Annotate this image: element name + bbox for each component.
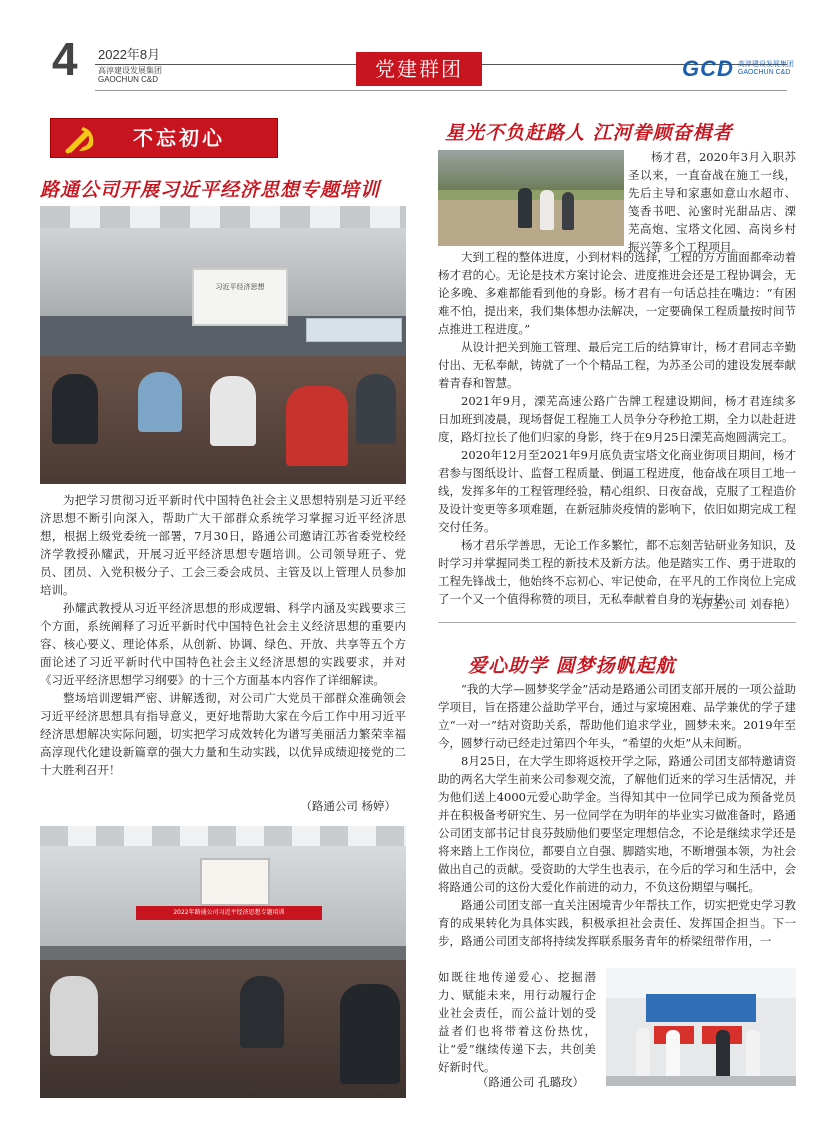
article1-title: 路通公司开展习近平经济思想专题培训 bbox=[40, 179, 381, 201]
article3-body bbox=[438, 680, 796, 950]
article2-paragraph: 2021年9月，溧芜高速公路广告牌工程建设期间，杨才君连续多日加班到凌晨，现场督促工程施工人员争分夺秒抢工期，全力以赴赶进度，路灯拉长了他们归家的身影，终于在9月25日溧芜高炮圆满完工。 bbox=[438, 394, 796, 444]
article1-paragraph: 整场培训逻辑严密、讲解透彻，对公司广大党员干部群众准确领会习近平经济思想具有指导意义，更好地帮助大家在今后工作中用习近平经济思想解决实际问题，切实把学习成效转化为谱写美丽活力繁荣幸福高淳现代化建设新篇章的强大力量和生动实践，以优异成绩迎接党的二十大胜利召开！ bbox=[40, 691, 406, 777]
article3-paragraph: 路通公司团支部一直关注困境青少年帮扶工作，切实把党史学习教育的成果转化为具体实践，积极承担社会责任、发挥国企担当。下一步，路通公司团支部将持续发挥联系服务青年的桥梁纽带作用，一 bbox=[438, 898, 796, 948]
article2-paragraph: 杨才君乐学善思，无论工作多繁忙，都不忘刻苦钻研业务知识，及时学习并掌握同类工程的新技术及新方法。他是踏实工作、勇于进取的工程先锋战士，他始终不忘初心、牢记使命，在平凡的工作岗位上完成了一个又一个值得称赞的项目，无私奉献着自身的光与热。 bbox=[438, 538, 796, 606]
article1-signature: （路通公司 杨婷） bbox=[300, 799, 396, 813]
screen-title: 习近平经济思想 bbox=[215, 283, 265, 291]
article3-paragraph: “我的大学—圆梦奖学金”活动是路通公司团支部开展的一项公益助学项目，旨在搭建公益助学平台，通过与家境困难、品学兼优的学子建立“一对一”结对资助关系，帮助他们追求学业，圆梦未来。2019年至今，圆梦行动已经走过第四个年头，“希望的火炬”从未间断。 bbox=[438, 682, 796, 750]
article3-signature: （路通公司 孔璐玫） bbox=[476, 1075, 584, 1089]
projection-screen bbox=[192, 268, 288, 326]
page-number: 4 bbox=[52, 33, 78, 85]
publisher-en: GAOCHUN C&D bbox=[98, 75, 159, 84]
section-title: 党建群团 bbox=[356, 52, 482, 86]
event-banner: 2022年路通公司习近平经济思想专题培训 bbox=[136, 906, 322, 920]
article2-signature: （苏圣公司 刘春艳） bbox=[688, 597, 796, 611]
divider bbox=[438, 622, 796, 623]
issue-date: 2022年8月 bbox=[98, 47, 161, 62]
article2-body bbox=[438, 248, 796, 608]
logo-cn: 高淳建设发展集团 bbox=[737, 61, 794, 68]
article2-paragraph: 2020年12月至2021年9月底负责宝塔文化商业街项目期间，杨才君参与图纸设计、监督工程质量、倒逼工程进度，他奋战在项目工地一线，发挥多年的工程管理经验，精心组织、日夜奋战，克服了工程造价及设计变更等多项难题，在新冠肺炎疫情的影响下，依旧如期完成工程交付任务。 bbox=[438, 448, 796, 534]
header-rule-bottom bbox=[95, 90, 787, 91]
article2-paragraph: 大到工程的整体进度，小到材料的选择，工程的方方面面都牵动着杨才君的心。无论是技术方案讨论会、进度推进会还是工程协调会，无论多晚、多难都能看到他的身影。杨才君有一句话总挂在嘴边：“有困难不怕，提出来，我们集体想办法解决，一定要确保工程质量按时间节点推进工程进度。” bbox=[438, 250, 796, 336]
article2-intro: 杨才君，2020年3月入职苏圣以来，一直奋战在施工一线，先后主导和家惠如意山水超市、笺香书吧、沁蜜时光甜品店、溧芜高炮、宝塔文化园、高岗乡村振兴等多个工程项目。 bbox=[628, 150, 796, 254]
article3-title: 爱心助学 圆梦扬帆起航 bbox=[468, 655, 676, 677]
publisher-cn: 高淳建设发展集团 bbox=[98, 66, 162, 75]
article2-paragraph: 从设计把关到施工管理、最后完工后的结算审计，杨才君同志辛勤付出、无私奉献，铸就了一个个精品工程，为苏圣公司的建设发展奉献着青春和智慧。 bbox=[438, 340, 796, 390]
article3-paragraph: 8月25日，在大学生即将返校开学之际，路通公司团支部特邀请资助的两名大学生前来公司参观交流，了解他们近来的学习生活情况，并为他们送上4000元爱心助学金。当得知其中一位同学已成为预备党员并在积极备考研究生、另一位同学在为明年的毕业实习做准备时，路通公司团支部书记甘良芬鼓励他们要坚定理想信念，不论是继续求学还是将来踏上工作岗位，都要自立自强、脚踏实地，不断增强本领，为社会做出自己的贡献。受资助的大学生也表示，在今后的学习和生活中，会将路通公司的这份大爱化作前进的动力，不负这份期望与嘱托。 bbox=[438, 754, 796, 894]
article2-title: 星光不负赶路人 江河眷顾奋楫者 bbox=[445, 122, 733, 144]
donation-photo bbox=[606, 968, 796, 1086]
article1-paragraph: 孙耀武教授从习近平经济思想的形成逻辑、科学内涵及实践要求三个方面，系统阐释了习近平新时代中国特色社会主义经济思想的重要内容、核心要义、理论体系，从创新、协调、绿色、开放、共享等五个方面论述了习近平新时代中国特色社会主义经济思想的实践要求，并对《习近平经济思想学习纲要》的十三个方面基本内容作了详细解读。 bbox=[40, 601, 406, 687]
article1-paragraph: 为把学习贯彻习近平新时代中国特色社会主义思想特别是习近平经济思想不断引向深入，帮助广大干部群众系统学习掌握习近平经济思想，根据上级党委统一部署，7月30日，路通公司邀请江苏省委党校经济学教授孙耀武，开展习近平经济思想专题培训。公司领导班子、党员、团员、入党积极分子、工会三委会成员、主管及以上管理人员参加培训。 bbox=[40, 493, 406, 597]
party-emblem-icon bbox=[61, 121, 101, 155]
banner-label: 不忘初心 bbox=[133, 126, 225, 150]
publisher bbox=[98, 66, 162, 84]
article1-body bbox=[40, 491, 406, 779]
article3-tail: 如既往地传递爱心、挖掘潜力、赋能未来，用行动履行企业社会责任，而公益计划的受益者们也将带着这份热忱，让“爱”继续传递下去，共创美好新时代。 bbox=[438, 970, 596, 1074]
logo-mark: GCD bbox=[682, 56, 734, 81]
site-visit-photo bbox=[438, 150, 624, 246]
logo-en: GAOCHUN C&D bbox=[737, 69, 791, 76]
training-photo-2 bbox=[40, 826, 406, 1098]
training-photo-1 bbox=[40, 206, 406, 484]
section-banner bbox=[50, 118, 278, 158]
gcd-logo bbox=[682, 56, 794, 82]
